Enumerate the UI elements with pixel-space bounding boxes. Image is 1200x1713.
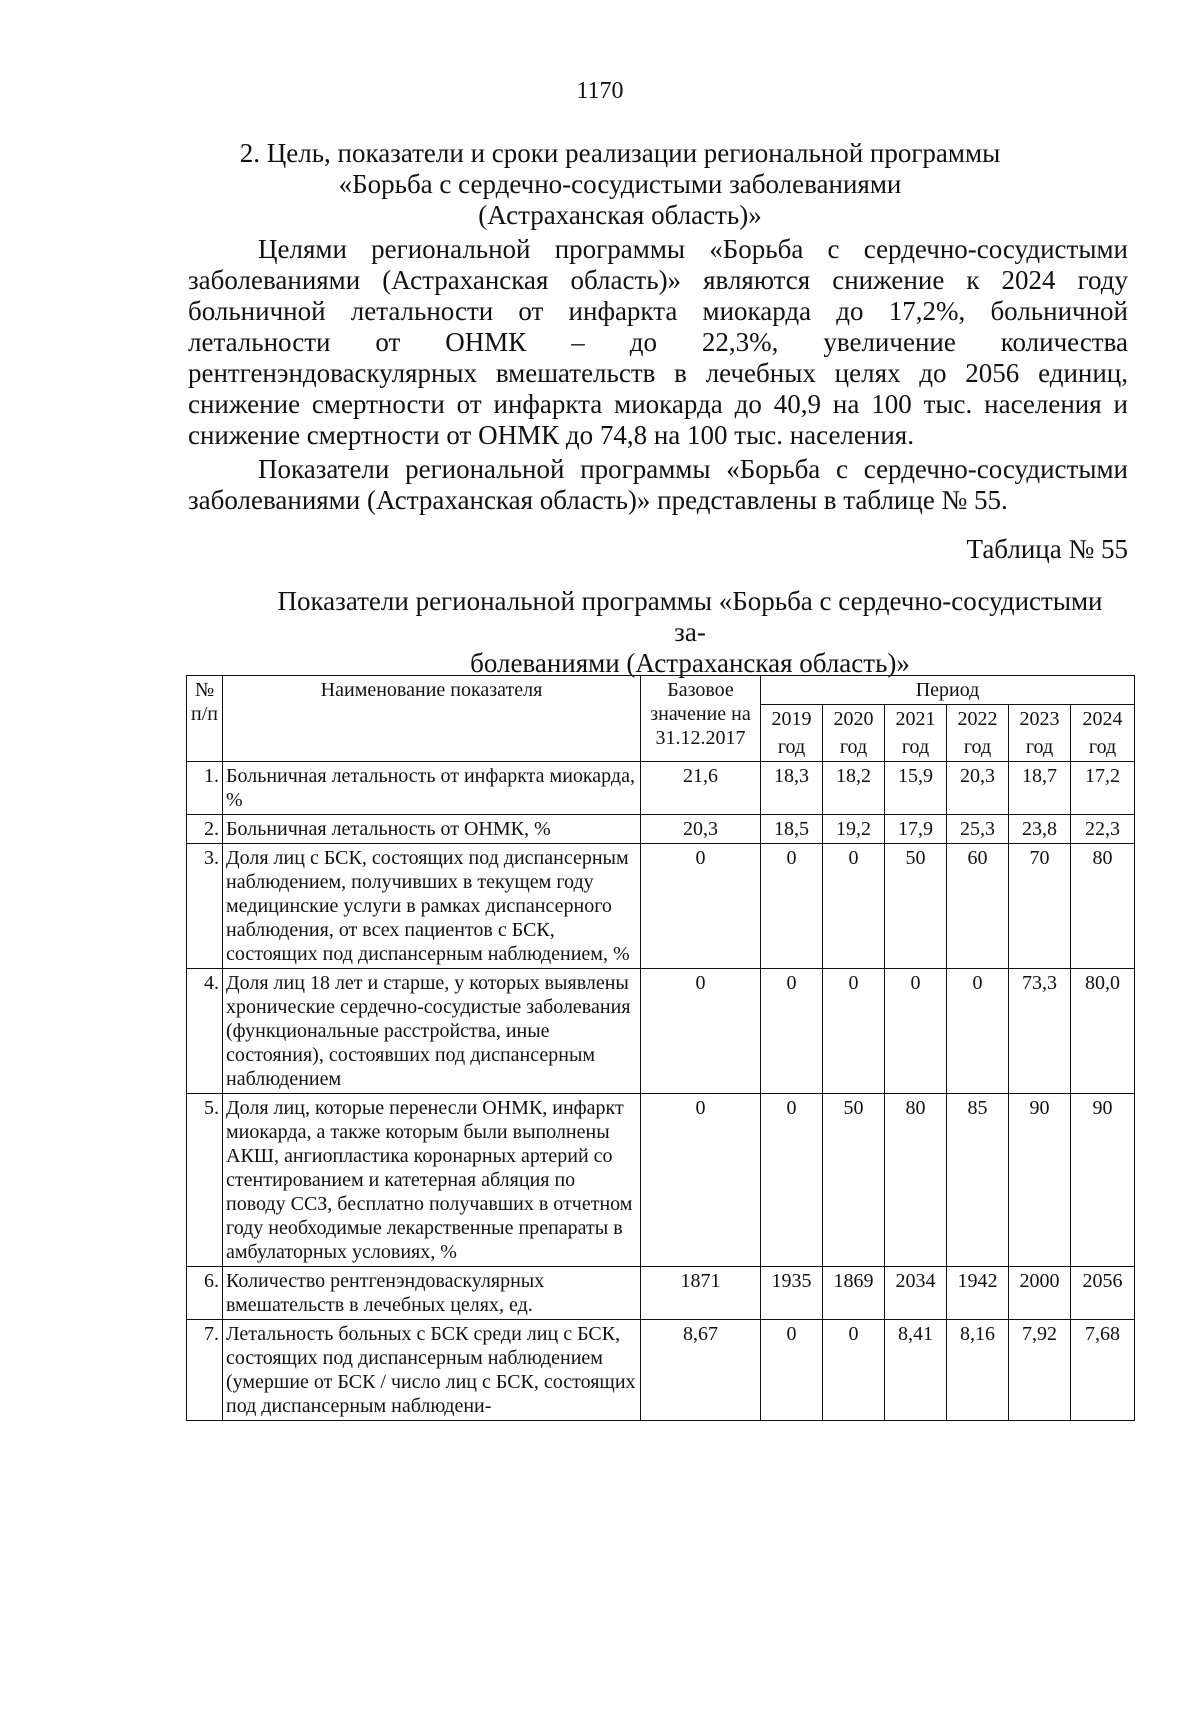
year-value-2022: 1942 xyxy=(947,1267,1009,1320)
year-value-2022: 20,3 xyxy=(947,762,1009,815)
year-value-2024: 2056 xyxy=(1071,1267,1135,1320)
header-year-value: 2019 xyxy=(771,708,812,730)
year-value-2023: 18,7 xyxy=(1009,762,1071,815)
year-value-2023: 70 xyxy=(1009,844,1071,969)
header-year-2022 xyxy=(947,705,1009,762)
row-number: 3. xyxy=(187,844,223,969)
year-value-2020: 50 xyxy=(823,1094,885,1267)
year-value-2022: 25,3 xyxy=(947,815,1009,844)
indicators-paragraph xyxy=(188,454,1128,516)
header-num: № п/п xyxy=(187,676,223,762)
table-row xyxy=(187,1094,1135,1267)
year-value-2021: 80 xyxy=(885,1094,947,1267)
header-year-suffix: год xyxy=(963,736,992,758)
table-row xyxy=(187,1320,1135,1421)
header-year-value: 2023 xyxy=(1019,708,1060,730)
indicator-name: Доля лиц с БСК, состоящих под диспансерным наблюдением, получивших в текущем году медицинские услуги в рамках диспансерного наблюдения, от всех пациентов с БСК, состоящих под диспансерным наблюдением, % xyxy=(223,844,641,969)
year-value-2022: 60 xyxy=(947,844,1009,969)
table-caption xyxy=(260,586,1120,679)
year-value-2022: 0 xyxy=(947,969,1009,1094)
year-value-2023: 2000 xyxy=(1009,1267,1071,1320)
header-year-suffix: год xyxy=(901,736,930,758)
table-header-row xyxy=(187,676,1135,705)
indicator-name: Количество рентгенэндоваскулярных вмешательств в лечебных целях, ед. xyxy=(223,1267,641,1320)
row-number: 1. xyxy=(187,762,223,815)
section-title-line: 2. Цель, показатели и сроки реализации региональной программы xyxy=(239,138,1001,168)
year-value-2021: 8,41 xyxy=(885,1320,947,1421)
row-number: 5. xyxy=(187,1094,223,1267)
header-year-value: 2020 xyxy=(833,708,874,730)
row-number: 2. xyxy=(187,815,223,844)
year-value-2021: 0 xyxy=(885,969,947,1094)
table-row xyxy=(187,844,1135,969)
header-name: Наименование показателя xyxy=(223,676,641,762)
header-year-2023 xyxy=(1009,705,1071,762)
year-value-2024: 7,68 xyxy=(1071,1320,1135,1421)
table-row xyxy=(187,1267,1135,1320)
header-year-2020 xyxy=(823,705,885,762)
indicator-name: Больничная летальность от ОНМК, % xyxy=(223,815,641,844)
base-value: 0 xyxy=(641,969,761,1094)
base-value: 0 xyxy=(641,1094,761,1267)
year-value-2019: 18,3 xyxy=(761,762,823,815)
year-value-2023: 23,8 xyxy=(1009,815,1071,844)
indicator-name: Летальность больных с БСК среди лиц с БСК, состоящих под диспансерным наблюдением (умершие от БСК / число лиц с БСК, состоящих под диспансерным наблюдени- xyxy=(223,1320,641,1421)
year-value-2020: 1869 xyxy=(823,1267,885,1320)
year-value-2019: 0 xyxy=(761,1320,823,1421)
row-number: 7. xyxy=(187,1320,223,1421)
base-value: 1871 xyxy=(641,1267,761,1320)
header-year-suffix: год xyxy=(777,736,806,758)
table-label: Таблица № 55 xyxy=(966,534,1128,564)
header-year-value: 2021 xyxy=(895,708,936,730)
year-value-2023: 73,3 xyxy=(1009,969,1071,1094)
year-value-2024: 80 xyxy=(1071,844,1135,969)
header-year-2021 xyxy=(885,705,947,762)
header-base: Базовое значение на 31.12.2017 xyxy=(641,676,761,762)
year-value-2019: 0 xyxy=(761,844,823,969)
goals-paragraph-text: Целями региональной программы «Борьба с сердечно-сосудистыми заболеваниями (Астраханская область)» являются снижение к 2024 году больничной летальности от инфаркта миокарда до 17,2%, больничной летальности от ОНМК – до 22,3%, увеличение количества рентгенэндоваскулярных вмешательств в лечебных целях до 2056 единиц, снижение смертности от инфаркта миокарда до 40,9 на 100 тыс. населения и снижение смертности от ОНМК до 74,8 на 100 тыс. населения. xyxy=(188,234,1128,450)
indicators-paragraph-text: Показатели региональной программы «Борьба с сердечно-сосудистыми заболеваниями (Астраханская область)» представлены в таблице № 55. xyxy=(188,454,1128,515)
indicator-name: Больничная летальность от инфаркта миокарда, % xyxy=(223,762,641,815)
year-value-2022: 85 xyxy=(947,1094,1009,1267)
base-value: 0 xyxy=(641,844,761,969)
indicators-table xyxy=(186,675,1135,1421)
base-value: 20,3 xyxy=(641,815,761,844)
row-number: 6. xyxy=(187,1267,223,1320)
indicator-name: Доля лиц 18 лет и старше, у которых выявлены хронические сердечно-сосудистые заболевания (функциональные расстройства, иные состояния), состоявших под диспансерным наблюдением xyxy=(223,969,641,1094)
header-year-suffix: год xyxy=(1088,736,1117,758)
year-value-2021: 2034 xyxy=(885,1267,947,1320)
year-value-2024: 17,2 xyxy=(1071,762,1135,815)
goals-paragraph xyxy=(188,234,1128,451)
year-value-2024: 90 xyxy=(1071,1094,1135,1267)
year-value-2020: 0 xyxy=(823,1320,885,1421)
year-value-2020: 18,2 xyxy=(823,762,885,815)
header-year-value: 2022 xyxy=(957,708,998,730)
row-number: 4. xyxy=(187,969,223,1094)
year-value-2020: 19,2 xyxy=(823,815,885,844)
table-row xyxy=(187,969,1135,1094)
year-value-2024: 22,3 xyxy=(1071,815,1135,844)
year-value-2022: 8,16 xyxy=(947,1320,1009,1421)
base-value: 21,6 xyxy=(641,762,761,815)
base-value: 8,67 xyxy=(641,1320,761,1421)
header-year-2024 xyxy=(1071,705,1135,762)
section-title xyxy=(180,138,1060,231)
year-value-2019: 18,5 xyxy=(761,815,823,844)
year-value-2023: 90 xyxy=(1009,1094,1071,1267)
header-year-value: 2024 xyxy=(1082,708,1123,730)
section-title-line: (Астраханская область)» xyxy=(478,200,762,230)
header-year-suffix: год xyxy=(1025,736,1054,758)
table-body xyxy=(187,762,1135,1421)
section-title-line: «Борьба с сердечно-сосудистыми заболеваниями xyxy=(338,169,902,199)
header-year-suffix: год xyxy=(839,736,868,758)
year-value-2019: 0 xyxy=(761,969,823,1094)
header-year-2019 xyxy=(761,705,823,762)
year-value-2021: 50 xyxy=(885,844,947,969)
year-value-2021: 17,9 xyxy=(885,815,947,844)
year-value-2023: 7,92 xyxy=(1009,1320,1071,1421)
header-period: Период xyxy=(761,676,1135,705)
year-value-2021: 15,9 xyxy=(885,762,947,815)
table-caption-line: Показатели региональной программы «Борьба с сердечно-сосудистыми за- xyxy=(277,586,1103,647)
indicator-name: Доля лиц, которые перенесли ОНМК, инфаркт миокарда, а также которым были выполнены АКШ, ангиопластика коронарных артерий со стентированием и катетерная абляция по поводу ССЗ, бесплатно получавших в отчетном году необходимые лекарственные препараты в амбулаторных условиях, % xyxy=(223,1094,641,1267)
table-caption-line: болеваниями (Астраханская область)» xyxy=(470,648,910,678)
page-number: 1170 xyxy=(576,78,624,104)
year-value-2020: 0 xyxy=(823,844,885,969)
year-value-2024: 80,0 xyxy=(1071,969,1135,1094)
table-row xyxy=(187,815,1135,844)
year-value-2019: 1935 xyxy=(761,1267,823,1320)
year-value-2019: 0 xyxy=(761,1094,823,1267)
table-row xyxy=(187,762,1135,815)
year-value-2020: 0 xyxy=(823,969,885,1094)
